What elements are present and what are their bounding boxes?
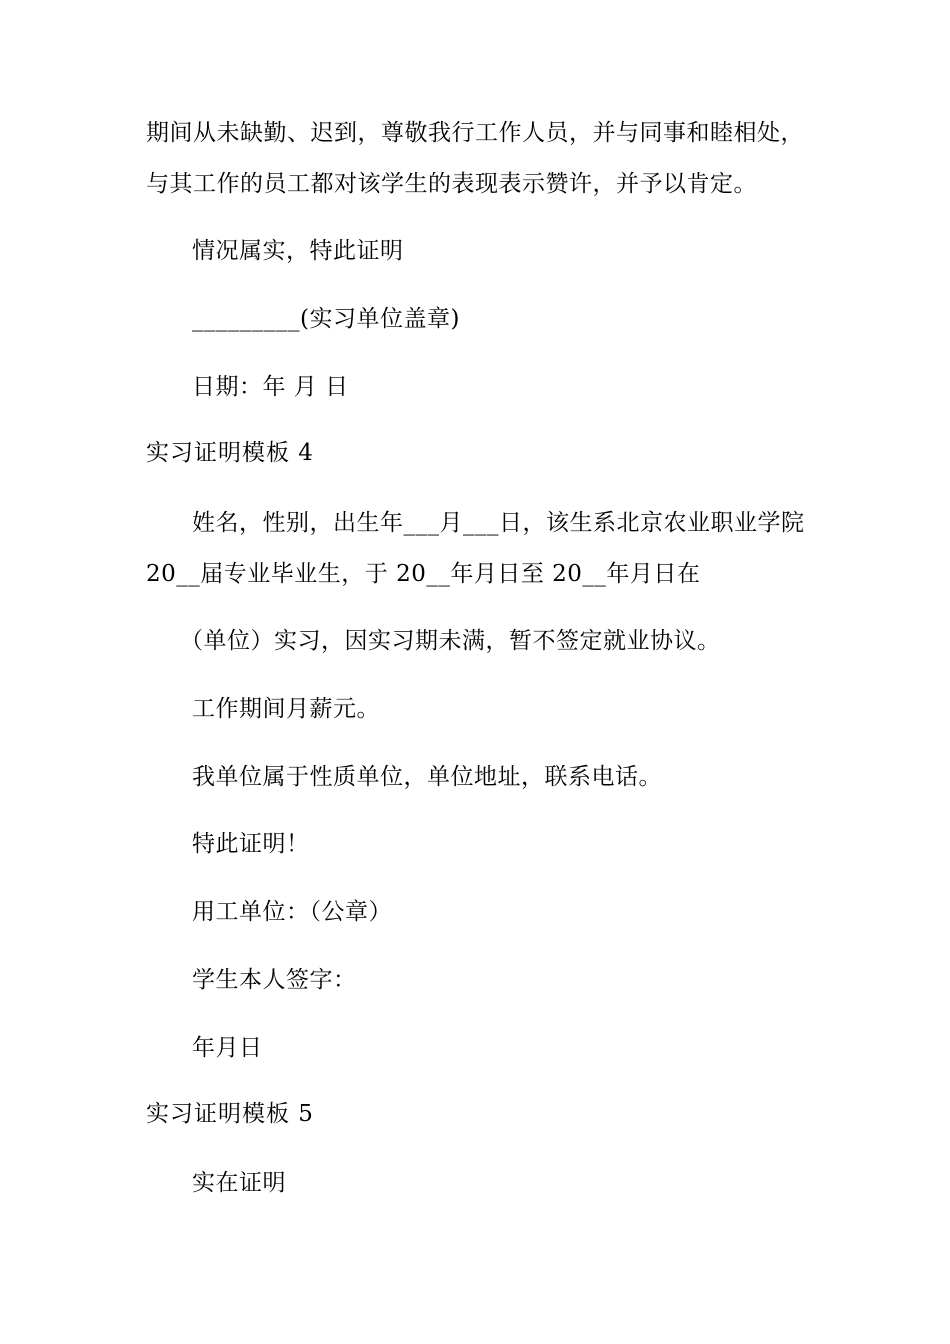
- student-signature-line: 学生本人签字：: [192, 967, 357, 993]
- date-line: 日期：年 月 日: [192, 374, 349, 400]
- body-text-line: 我单位属于性质单位，单位地址，联系电话。: [192, 764, 662, 790]
- body-text-line: 20__届专业毕业生，于 20__年月日至 20__年月日在: [146, 561, 701, 587]
- section-heading: 实习证明模板 5: [146, 1101, 314, 1127]
- body-text-line: 工作期间月薪元。: [192, 696, 380, 722]
- body-text-line: 期间从未缺勤、迟到，尊敬我行工作人员，并与同事和睦相处，: [146, 120, 804, 146]
- date-line: 年月日: [192, 1035, 263, 1061]
- section-heading: 实习证明模板 4: [146, 440, 314, 466]
- body-text-line: （单位）实习，因实习期未满，暂不签定就业协议。: [180, 628, 721, 654]
- statement-line: 特此证明！: [192, 831, 310, 857]
- employer-seal-line: 用工单位：（公章）: [192, 899, 392, 925]
- body-text-line: 实在证明: [192, 1170, 286, 1196]
- body-text-line: 与其工作的员工都对该学生的表现表示赞许，并予以肯定。: [146, 171, 757, 197]
- seal-line: _________(实习单位盖章): [192, 306, 460, 332]
- body-text-line: 姓名，性别，出生年___月___日，该生系北京农业职业学院: [192, 510, 805, 536]
- statement-line: 情况属实，特此证明: [192, 238, 404, 264]
